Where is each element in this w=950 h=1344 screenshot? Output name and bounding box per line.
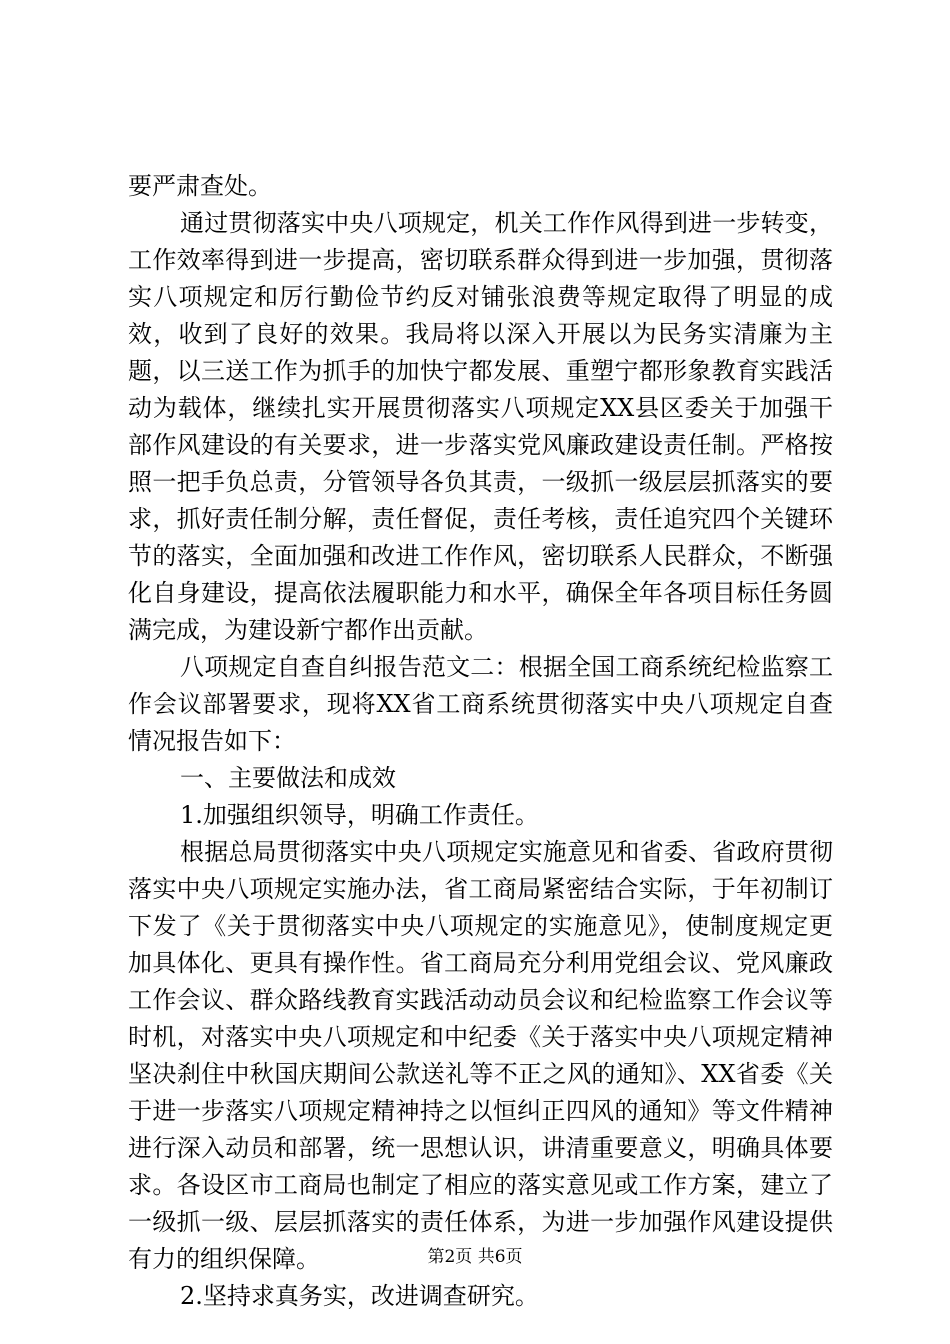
subheading-1: 1.加强组织领导，明确工作责任。 — [180, 801, 539, 829]
total-pages: 共6页 — [477, 1247, 523, 1267]
document-body — [128, 168, 833, 1315]
page-footer — [0, 1246, 950, 1268]
page-number: 第2页 — [427, 1247, 473, 1267]
subheading-2: 2.坚持求真务实，改进调查研究。 — [180, 1282, 539, 1310]
paragraph-4: 根据总局贯彻落实中央八项规定实施意见和省委、省政府贯彻落实中央八项规定实施办法，省工商局紧密结合实际，于年初制订下发了《关于贯彻落实中央八项规定的实施意见》，使制度规定更加具体化、更具有操作性。省工商局充分利用党组会议、党风廉政工作会议、群众路线教育实践活动动员会议和纪检监察工作会议等时机，对落实中央八项规定和中纪委《关于落实中央八项规定精神坚决刹住中秋国庆期间公款送礼等不正之风的通知》、XX省委《关于进一步落实八项规定精神持之以恒纠正四风的通知》等文件精神进行深入动员和部署，统一思想认识，讲清重要意义，明确具体要求。各设区市工商局也制定了相应的落实意见或工作方案，建立了一级抓一级、层层抓落实的责任体系，为进一步加强作风建设提供有力的组织保障。 — [128, 838, 833, 1273]
paragraph-1: 要严肃查处。 — [128, 172, 272, 200]
paragraph-2: 通过贯彻落实中央八项规定，机关工作作风得到进一步转变，工作效率得到进一步提高，密切联系群众得到进一步加强，贯彻落实八项规定和厉行勤俭节约反对铺张浪费等规定取得了明显的成效，收到了良好的效果。我局将以深入开展以为民务实清廉为主题，以三送工作为抓手的加快宁都发展、重塑宁都形象教育实践活动为载体，继续扎实开展贯彻落实八项规定XX县区委关于加强干部作风建设的有关要求，进一步落实党风廉政建设责任制。严格按照一把手负总责，分管领导各负其责，一级抓一级层层抓落实的要求，抓好责任制分解，责任督促，责任考核，责任追究四个关键环节的落实，全面加强和改进工作作风，密切联系人民群众，不断强化自身建设，提高依法履职能力和水平，确保全年各项目标任务圆满完成，为建设新宁都作出贡献。 — [128, 209, 833, 644]
section-heading: 一、主要做法和成效 — [180, 764, 396, 792]
paragraph-3: 八项规定自查自纠报告范文二：根据全国工商系统纪检监察工作会议部署要求，现将XX省工商系统贯彻落实中央八项规定自查情况报告如下： — [128, 653, 833, 755]
